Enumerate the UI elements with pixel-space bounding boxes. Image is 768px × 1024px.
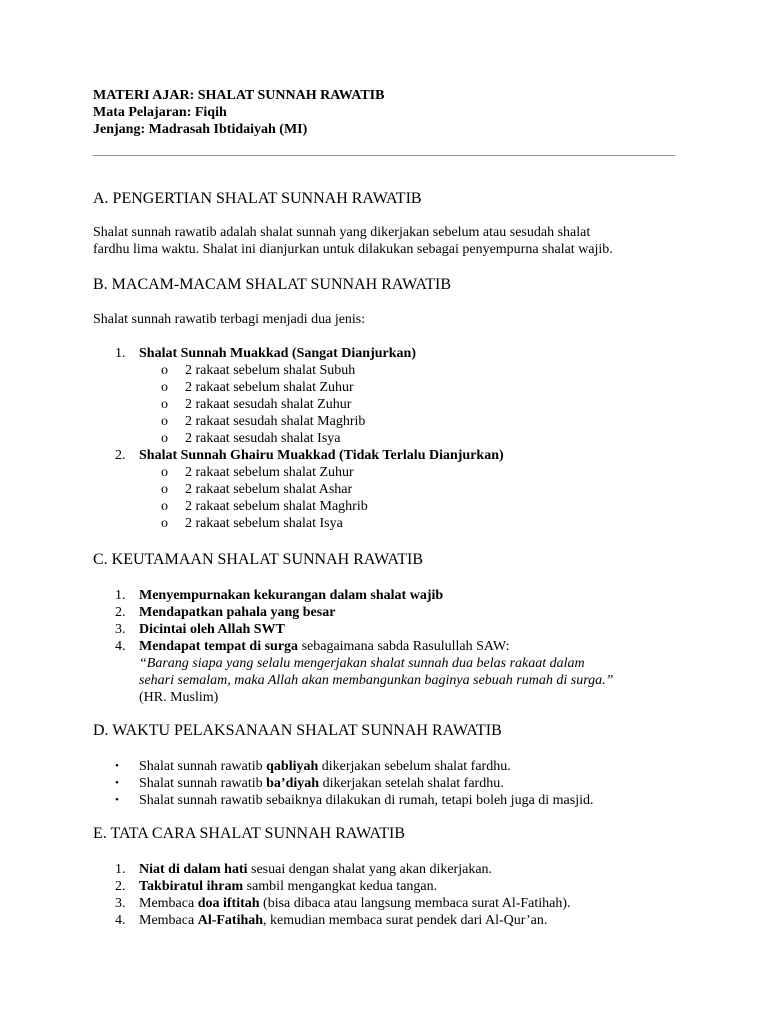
virtue-text: Mendapatkan pahala yang besar xyxy=(139,605,336,620)
section-d xyxy=(93,721,693,809)
list-item xyxy=(93,758,693,775)
section-b xyxy=(93,275,693,532)
item-text: Shalat sunnah rawatib xyxy=(139,776,267,791)
virtue-text: Menyempurnakan kekurangan dalam shalat wajib xyxy=(139,588,444,603)
subject-line: Mata Pelajaran: Fiqih xyxy=(93,105,227,120)
list-item xyxy=(93,792,693,809)
step-bold-text: Al-Fatihah xyxy=(197,913,264,928)
type-title: Shalat Sunnah Muakkad (Sangat Dianjurkan) xyxy=(139,346,416,361)
hadith-quote-line-1: “Barang siapa yang selalu mengerjakan shalat sunnah dua belas rakaat dalam xyxy=(139,656,585,671)
list-item xyxy=(93,621,693,638)
sub-item-text: 2 rakaat sebelum shalat Zuhur xyxy=(185,465,354,480)
item-text: Shalat sunnah rawatib xyxy=(139,759,267,774)
virtue-rest-text: sebagaimana sabda Rasulullah SAW: xyxy=(298,639,510,654)
step-bold-text: doa iftitah xyxy=(197,896,260,911)
list-item xyxy=(93,345,693,362)
list-item xyxy=(93,775,693,792)
list-number: 1. xyxy=(115,588,126,603)
section-c xyxy=(93,550,693,706)
step-bold-text: Takbiratul ihram xyxy=(139,879,244,894)
list-number: 2. xyxy=(115,605,126,620)
bullet-icon: • xyxy=(115,777,119,789)
circle-marker-icon: o xyxy=(161,414,168,429)
list-item xyxy=(93,861,693,878)
sub-list-item xyxy=(93,430,693,447)
list-number: 4. xyxy=(115,639,126,654)
level-line: Jenjang: Madrasah Ibtidaiyah (MI) xyxy=(93,122,308,137)
list-item xyxy=(93,878,693,895)
list-item xyxy=(93,604,693,621)
step-text: sambil mengangkat kedua tangan. xyxy=(243,879,438,894)
virtue-text: Mendapat tempat di surga xyxy=(139,639,299,654)
sub-item-text: 2 rakaat sebelum shalat Zuhur xyxy=(185,380,354,395)
circle-marker-icon: o xyxy=(161,431,168,446)
sub-item-text: 2 rakaat sebelum shalat Subuh xyxy=(185,363,356,378)
list-item xyxy=(93,447,693,464)
virtue-text: Dicintai oleh Allah SWT xyxy=(139,622,285,637)
circle-marker-icon: o xyxy=(161,397,168,412)
item-text: dikerjakan sebelum shalat fardhu. xyxy=(318,759,511,774)
sub-item-text: 2 rakaat sebelum shalat Ashar xyxy=(185,482,353,497)
sub-item-text: 2 rakaat sebelum shalat Isya xyxy=(185,516,343,531)
section-a xyxy=(93,189,693,258)
circle-marker-icon: o xyxy=(161,380,168,395)
list-item xyxy=(93,638,693,706)
document-header xyxy=(93,87,384,138)
list-number: 2. xyxy=(115,448,126,463)
sub-item-text: 2 rakaat sesudah shalat Isya xyxy=(185,431,341,446)
list-number: 1. xyxy=(115,862,126,877)
bullet-icon: • xyxy=(115,760,119,772)
step-text: , kemudian membaca surat pendek dari Al-Qur’an. xyxy=(263,913,548,928)
section-b-intro: Shalat sunnah rawatib terbagi menjadi dua jenis: xyxy=(93,312,366,327)
list-item xyxy=(93,895,693,912)
sub-list-item xyxy=(93,413,693,430)
sub-list-item xyxy=(93,515,693,532)
sub-list-item xyxy=(93,481,693,498)
circle-marker-icon: o xyxy=(161,363,168,378)
sub-list-item xyxy=(93,464,693,481)
section-a-line-2: fardhu lima waktu. Shalat ini dianjurkan untuk dilakukan sebagai penyempurna shalat wajib. xyxy=(93,242,613,257)
section-a-line-1: Shalat sunnah rawatib adalah shalat sunnah yang dikerjakan sebelum atau sesudah shalat xyxy=(93,225,591,240)
sub-list-item xyxy=(93,396,693,413)
section-b-type-list xyxy=(93,345,693,532)
section-b-heading: B. MACAM-MACAM SHALAT SUNNAH RAWATIB xyxy=(93,276,452,293)
circle-marker-icon: o xyxy=(161,465,168,480)
list-number: 3. xyxy=(115,622,126,637)
step-text: (bisa dibaca atau langsung membaca surat Al-Fatihah). xyxy=(259,896,571,911)
circle-marker-icon: o xyxy=(161,482,168,497)
sub-list-item xyxy=(93,379,693,396)
hadith-quote-line-2: sehari semalam, maka Allah akan membangunkan baginya sebuah rumah di surga.” xyxy=(139,673,614,688)
step-text: Membaca xyxy=(139,896,198,911)
step-text: sesuai dengan shalat yang akan dikerjakan. xyxy=(247,862,493,877)
type-title: Shalat Sunnah Ghairu Muakkad (Tidak Terlalu Dianjurkan) xyxy=(139,448,504,463)
item-text: Shalat sunnah rawatib sebaiknya dilakukan di rumah, tetapi boleh juga di masjid. xyxy=(139,793,594,808)
sub-list-item xyxy=(93,498,693,515)
timing-list xyxy=(93,758,693,809)
horizontal-rule xyxy=(93,155,675,156)
sub-item-text: 2 rakaat sesudah shalat Zuhur xyxy=(185,397,352,412)
section-d-heading: D. WAKTU PELAKSANAAN SHALAT SUNNAH RAWATIB xyxy=(93,722,502,739)
list-number: 1. xyxy=(115,346,126,361)
section-e-heading: E. TATA CARA SHALAT SUNNAH RAWATIB xyxy=(93,825,406,842)
sub-item-text: 2 rakaat sesudah shalat Maghrib xyxy=(185,414,366,429)
document-title: MATERI AJAR: SHALAT SUNNAH RAWATIB xyxy=(93,88,385,103)
bullet-icon: • xyxy=(115,794,119,806)
list-item xyxy=(93,912,693,929)
sub-item-text: 2 rakaat sebelum shalat Maghrib xyxy=(185,499,368,514)
procedure-list xyxy=(93,861,693,929)
hadith-source: (HR. Muslim) xyxy=(139,690,219,705)
section-a-paragraph xyxy=(93,224,693,258)
item-text: dikerjakan setelah shalat fardhu. xyxy=(319,776,504,791)
section-e xyxy=(93,824,693,929)
step-bold-text: Niat di dalam hati xyxy=(139,862,248,877)
circle-marker-icon: o xyxy=(161,499,168,514)
item-bold-text: ba’diyah xyxy=(266,776,320,791)
item-bold-text: qabliyah xyxy=(266,759,319,774)
list-number: 2. xyxy=(115,879,126,894)
section-a-heading: A. PENGERTIAN SHALAT SUNNAH RAWATIB xyxy=(93,190,422,207)
sub-list-item xyxy=(93,362,693,379)
list-item xyxy=(93,587,693,604)
list-number: 4. xyxy=(115,913,126,928)
list-number: 3. xyxy=(115,896,126,911)
step-text: Membaca xyxy=(139,913,198,928)
section-c-heading: C. KEUTAMAAN SHALAT SUNNAH RAWATIB xyxy=(93,551,424,568)
virtues-list xyxy=(93,587,693,706)
circle-marker-icon: o xyxy=(161,516,168,531)
